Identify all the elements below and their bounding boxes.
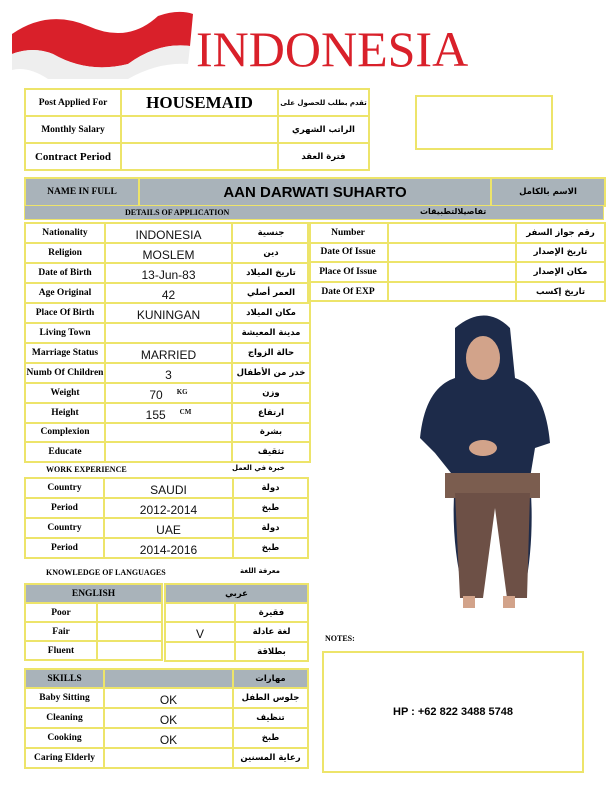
field-label: Weight [25,383,105,403]
field-value: SAUDI [104,478,233,498]
field-label: Nationality [25,223,105,243]
table-row [25,223,310,243]
level-label: بطلاقة [235,642,308,661]
table-row [165,642,308,661]
table-row [25,728,308,748]
work-table [24,477,309,559]
field-label: Date of Birth [25,263,105,283]
details-label-ar: تفاصيلالتطبيقات [420,207,487,216]
level-label: فقيرة [235,603,308,622]
field-label-ar: دين [232,243,310,263]
table-row [25,442,310,462]
notes-box [322,651,584,773]
table-row [25,323,310,343]
table-row [25,538,308,558]
table-row [165,622,308,642]
field-value: 13-Jun-83 [105,263,232,283]
languages-label-ar: معرفة اللغة [240,567,280,575]
table-row [25,263,310,283]
field-value: 2014-2016 [104,538,233,558]
field-value [105,442,232,462]
table-row [25,383,310,403]
skill-label: Cooking [25,728,104,748]
table-row [25,283,310,303]
field-value: 42 [105,283,232,303]
field-value: UAE [104,518,233,538]
field-label-ar: مدينة المعيشة [232,323,310,343]
field-label-ar: رقم جواز السفر [516,223,605,243]
skill-value: OK [104,708,233,728]
field-label: Complexion [25,423,105,443]
field-value [105,383,232,403]
field-label: Numb Of Children [25,363,105,383]
level-label: Poor [25,603,97,622]
table-row [25,303,310,323]
field-label: Educate [25,442,105,462]
photo-box [415,95,553,150]
full-name: AAN DARWATI SUHARTO [139,178,491,206]
table-row [25,403,310,423]
level-value [97,603,162,622]
table-row [308,223,605,243]
field-label: Country [25,478,104,498]
field-label-ar: تثقيف [232,442,310,462]
table-row [25,478,308,498]
field-value: 3 [105,363,232,383]
passport-table [307,222,606,302]
salary-label-ar: الراتب الشهري [278,116,369,143]
field-value [388,282,516,302]
contract-value [121,143,278,170]
skill-value: OK [104,688,233,708]
table-row [25,498,308,518]
unit: KG [176,387,188,396]
field-value [388,262,516,282]
skill-value: OK [104,728,233,748]
arabic-table [164,583,309,662]
field-label: Age Original [25,283,105,303]
salary-label: Monthly Salary [25,116,121,143]
personal-details-table [24,222,311,463]
field-label-ar: تاريخ الميلاد [232,263,310,283]
field-label-ar: تاريخ إكسب [516,282,605,302]
field-label: Living Town [25,323,105,343]
skill-label: Cleaning [25,708,104,728]
skill-label-ar: رعاية المسنين [233,748,308,768]
field-value [105,323,232,343]
level-label: Fair [25,622,97,641]
table-row [308,282,605,302]
value: 155 [145,407,166,422]
field-label-ar: العمر أصلي [232,283,310,303]
unit: CM [179,407,192,416]
post-table [24,88,370,171]
field-label-ar: ارتفاع [232,403,310,423]
field-label-ar: جنسية [232,223,310,243]
field-label-ar: طبخ [233,538,308,558]
table-row [25,343,310,363]
field-label-ar: دولة [233,478,308,498]
level-value [165,603,235,622]
field-label-ar: بشرة [232,423,310,443]
details-label: DETAILS OF APPLICATION [125,208,230,217]
table-row [165,603,308,622]
field-value [388,243,516,263]
skills-table [24,668,309,769]
field-label: Date Of EXP [308,282,388,302]
field-value [388,223,516,243]
field-label: Date Of Issue [308,243,388,263]
skill-label: Caring Elderly [25,748,104,768]
field-label: Number [308,223,388,243]
languages-label: KNOWLEDGE OF LANGUAGES [46,568,166,577]
table-row [25,363,310,383]
field-value: MARRIED [105,343,232,363]
level-label: Fluent [25,641,97,660]
skill-label-ar: طبخ [233,728,308,748]
table-row [25,423,310,443]
table-row [308,243,605,263]
name-label: NAME IN FULL [25,178,139,206]
field-label: Religion [25,243,105,263]
table-row [25,243,310,263]
name-label-ar: الاسم بالكامل [491,178,605,206]
notes-label: NOTES: [325,634,355,643]
work-label: WORK EXPERIENCE [46,465,127,474]
skills-label: SKILLS [25,669,104,688]
post-value: HOUSEMAID [121,89,278,116]
field-label-ar: مكان الميلاد [232,303,310,323]
table-row [25,641,162,660]
field-value: INDONESIA [105,223,232,243]
field-label: Country [25,518,104,538]
table-row [25,603,162,622]
country-title: INDONESIA [196,21,469,77]
skill-label-ar: جلوس الطفل [233,688,308,708]
phone-number: HP : +62 822 3488 5748 [393,706,513,718]
post-label: Post Applied For [25,89,121,116]
english-title: ENGLISH [25,584,162,603]
table-row [25,748,308,768]
contract-label-ar: فترة العقد [278,143,369,170]
name-table [24,177,606,207]
field-label: Place Of Birth [25,303,105,323]
details-header [24,205,604,220]
salary-value [121,116,278,143]
field-value [105,403,232,423]
field-label: Height [25,403,105,423]
table-row [25,518,308,538]
level-value: V [165,622,235,642]
skill-value [104,748,233,768]
table-row [25,708,308,728]
field-label: Place Of Issue [308,262,388,282]
field-label-ar: دولة [233,518,308,538]
skill-label-ar: تنظيف [233,708,308,728]
field-label-ar: مكان الإصدار [516,262,605,282]
field-label-ar: خدر من الأطفال [232,363,310,383]
field-label: Marriage Status [25,343,105,363]
level-value [97,622,162,641]
field-label: Period [25,538,104,558]
post-label-ar: تقدم بطلب للحصول على [278,89,369,116]
english-table [24,583,163,661]
level-label: لغة عادلة [235,622,308,642]
table-row [25,622,162,641]
field-value: 2012-2014 [104,498,233,518]
field-value: MOSLEM [105,243,232,263]
table-row [308,262,605,282]
field-label-ar: حالة الزواج [232,343,310,363]
table-row [25,688,308,708]
field-label-ar: تاريخ الإصدار [516,243,605,263]
contract-label: Contract Period [25,143,121,170]
applicant-photo [415,308,555,620]
level-value [97,641,162,660]
field-label-ar: طبخ [233,498,308,518]
skill-label: Baby Sitting [25,688,104,708]
indonesia-flag-icon [8,4,198,79]
field-label: Period [25,498,104,518]
field-value [105,423,232,443]
skills-label-ar: مهارات [233,669,308,688]
arabic-title: عربي [165,584,308,603]
value: 70 [149,387,163,402]
level-value [165,642,235,661]
field-value: KUNINGAN [105,303,232,323]
work-label-ar: خبرة في العمل [232,464,285,472]
field-label-ar: وزن [232,383,310,403]
